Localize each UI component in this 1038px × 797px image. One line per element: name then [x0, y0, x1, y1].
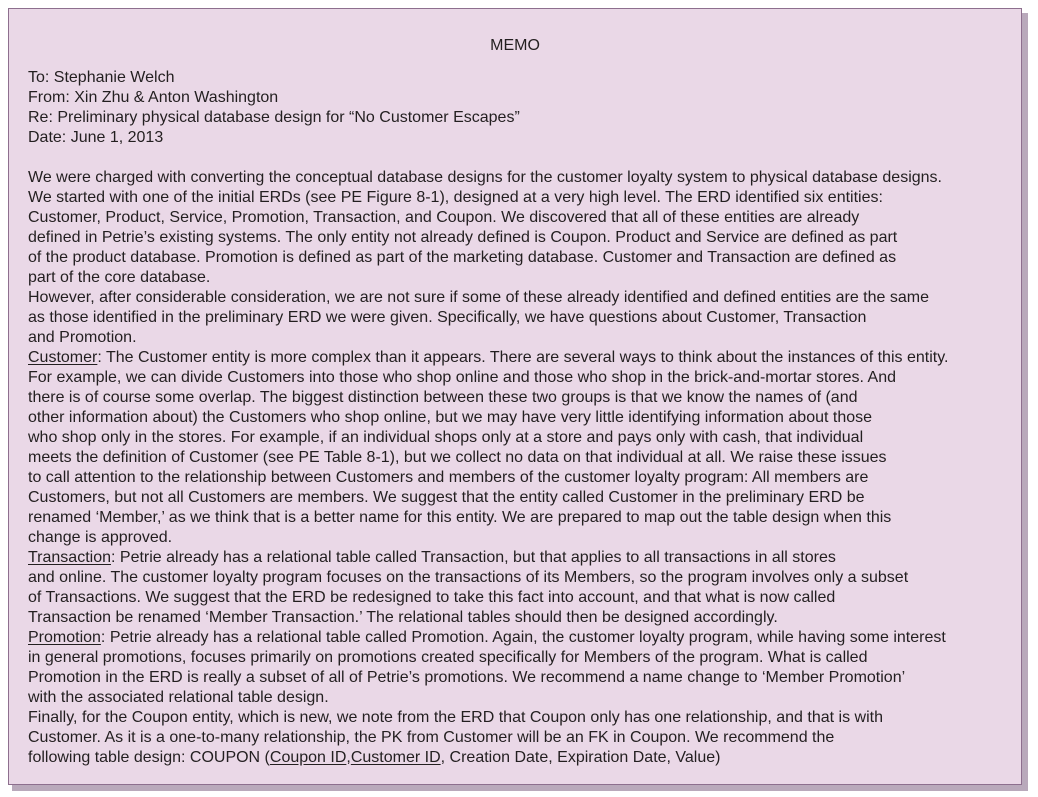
paragraph-coupon — [28, 708, 1018, 768]
table-design-line — [28, 748, 1018, 768]
text-line: in general promotions, focuses primarily on promotions created specifically for Members of the program. What is called — [28, 649, 868, 666]
text-line: other information about) the Customers who shop online, but we may have very little identifying information about those — [28, 409, 873, 426]
text-line: and Promotion. — [28, 329, 137, 346]
text-line: part of the core database. — [28, 269, 211, 286]
text-segment: : Petrie already has a relational table called Promotion. Again, the customer loyalty program, while having some interest — [100, 629, 946, 646]
text-segment: : Petrie already has a relational table called Transaction, but that applies to all transactions in all stores — [111, 549, 836, 566]
text-line — [28, 548, 1018, 568]
re-line: Re: Preliminary physical database design for “No Customer Escapes” — [28, 109, 520, 126]
to-line: To: Stephanie Welch — [28, 69, 175, 86]
text-line: renamed ‘Member,’ as we think that is a better name for this entity. We are prepared to map out the table design when this — [28, 509, 892, 526]
from-line: From: Xin Zhu & Anton Washington — [28, 89, 279, 106]
text-line: with the associated relational table design. — [28, 689, 329, 706]
text-line: Promotion in the ERD is really a subset of all of Petrie’s promotions. We recommend a name change to ‘Member Promotion’ — [28, 669, 906, 686]
customer-term: Customer — [28, 349, 98, 366]
paragraph-promotion — [28, 628, 1018, 708]
text-line: to call attention to the relationship between Customers and members of the customer loyalty program: All members are — [28, 469, 869, 486]
paragraph-overview — [28, 168, 1018, 288]
promotion-term: Promotion — [28, 629, 101, 646]
customer-id-key: Customer ID — [350, 749, 441, 766]
text-line: However, after considerable consideration, we are not sure if some of these already identified and defined entities are the same — [28, 289, 929, 306]
text-line: as those identified in the preliminary ERD we were given. Specifically, we have questions about Customer, Transaction — [28, 309, 867, 326]
text-line — [28, 348, 1018, 368]
memo-card — [8, 8, 1022, 785]
text-line: change is approved. — [28, 529, 173, 546]
text-line: Customer, Product, Service, Promotion, Transaction, and Coupon. We discovered that all of these entities are already — [28, 209, 860, 226]
text-line: For example, we can divide Customers into those who shop online and those who shop in the brick-and-mortar stores. And — [28, 369, 897, 386]
text-line: Transaction be renamed ‘Member Transaction.’ The relational tables should then be designed accordingly. — [28, 609, 778, 626]
paragraph-concerns — [28, 288, 1018, 348]
text-line: meets the definition of Customer (see PE Table 8-1), but we collect no data on that individual at all. We raise these issues — [28, 449, 887, 466]
transaction-term: Transaction — [28, 549, 111, 566]
text-line: of the product database. Promotion is defined as part of the marketing database. Customer and Transaction are defined as — [28, 249, 897, 266]
paragraph-customer — [28, 348, 1018, 548]
text-line: We were charged with converting the conceptual database designs for the customer loyalty system to physical database designs. — [28, 169, 942, 186]
text-line: Finally, for the Coupon entity, which is new, we note from the ERD that Coupon only has one relationship, and that is with — [28, 709, 883, 726]
text-line: We started with one of the initial ERDs (see PE Figure 8-1), designed at a very high level. The ERD identified six entities: — [28, 189, 883, 206]
date-line: Date: June 1, 2013 — [28, 129, 164, 146]
text-line: of Transactions. We suggest that the ERD be redesigned to take this fact into account, and that what is now called — [28, 589, 836, 606]
text-line: who shop only in the stores. For example, if an individual shops only at a store and pays only with cash, that individual — [28, 429, 864, 446]
text-segment: : The Customer entity is more complex than it appears. There are several ways to think about the instances of this entity. — [97, 349, 949, 366]
text-line: there is of course some overlap. The biggest distinction between these two groups is that we know the names of (and — [28, 389, 858, 406]
text-line: defined in Petrie’s existing systems. The only entity not already defined is Coupon. Product and Service are defined as part — [28, 229, 898, 246]
text-line: and online. The customer loyalty program focuses on the transactions of its Members, so the program involves only a subset — [28, 569, 909, 586]
text-line — [28, 628, 1018, 648]
memo-body — [28, 168, 1018, 768]
text-segment: following table design: COUPON ( — [28, 749, 270, 766]
memo-header — [28, 68, 520, 148]
memo-title: MEMO — [490, 37, 540, 54]
text-segment: , — [346, 749, 351, 766]
text-line: Customer. As it is a one-to-many relationship, the PK from Customer will be an FK in Coupon. We recommend the — [28, 729, 835, 746]
coupon-id-key: Coupon ID — [269, 749, 347, 766]
text-line: Customers, but not all Customers are members. We suggest that the entity called Customer in the preliminary ERD be — [28, 489, 865, 506]
text-segment: , Creation Date, Expiration Date, Value) — [440, 749, 721, 766]
paragraph-transaction — [28, 548, 1018, 628]
